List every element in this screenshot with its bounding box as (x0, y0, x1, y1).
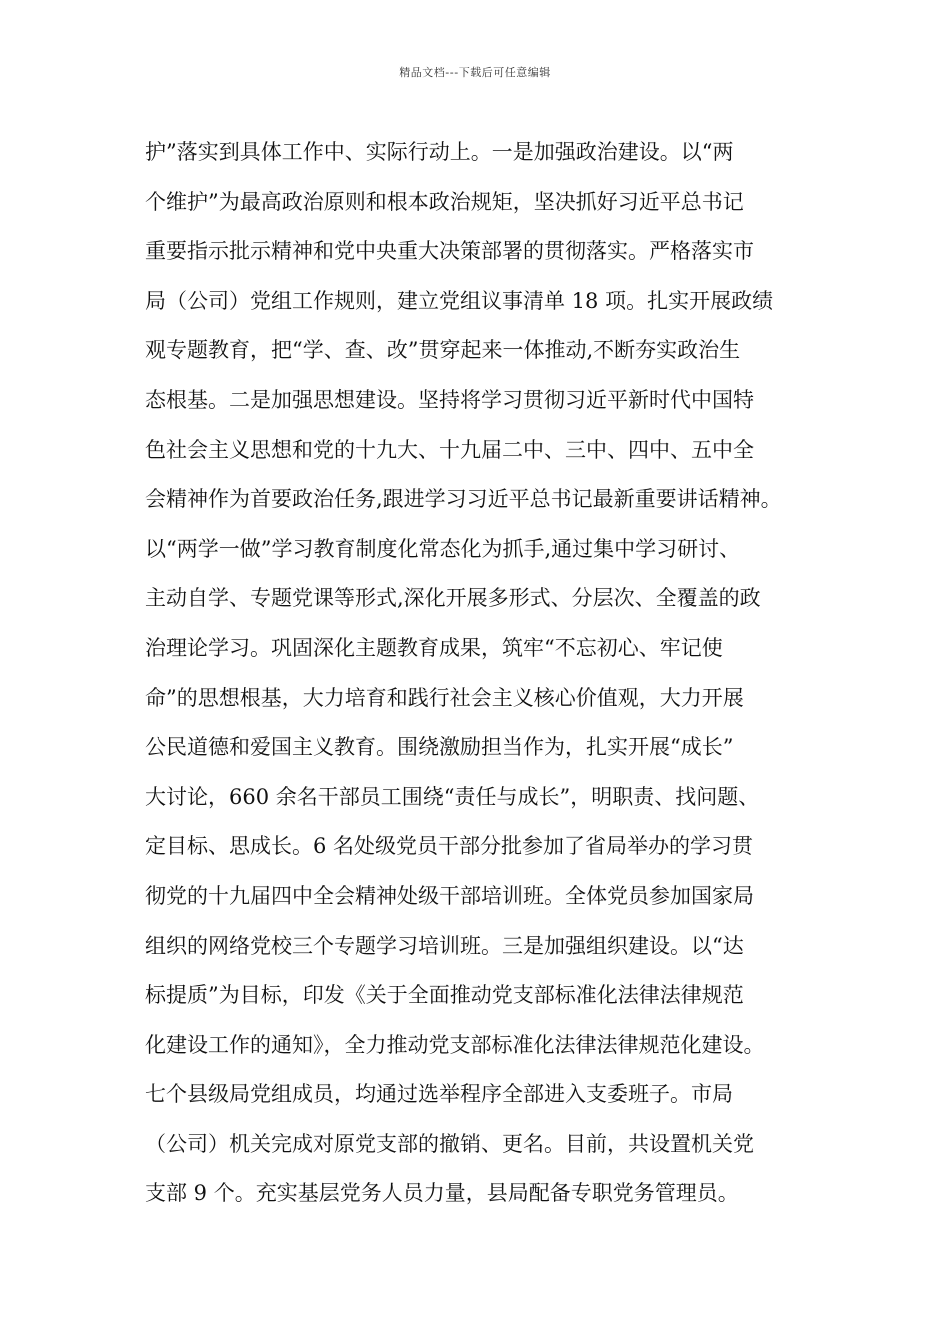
text-line: 会精神作为首要政治任务,跟进学习习近平总书记最新重要讲话精神。 (145, 487, 782, 512)
text-line: 定目标、思成长。6 名处级党员干部分批参加了省局举办的学习贯 (145, 834, 754, 859)
text-line: 局（公司）党组工作规则，建立党组议事清单 18 项。扎实开展政绩 (145, 288, 774, 313)
text-line: 护”落实到具体工作中、实际行动上。一是加强政治建设。以“两 (145, 140, 734, 164)
text-line: 重要指示批示精神和党中央重大决策部署的贯彻落实。严格落实市 (145, 239, 754, 264)
text-line: 支部 9 个。充实基层党务人员力量，县局配备专职党务管理员。 (145, 1181, 739, 1206)
text-line: 以“两学一做”学习教育制度化常态化为抓手,通过集中学习研讨、 (145, 536, 741, 561)
text-line: 彻党的十九届四中全会精神处级干部培训班。全体党员参加国家局 (145, 883, 754, 908)
text-line: 命”的思想根基，大力培育和践行社会主义核心价值观，大力开展 (145, 685, 744, 710)
text-line: 个维护”为最高政治原则和根本政治规矩，坚决抓好习近平总书记 (145, 189, 744, 214)
page-header: 精品文档---下载后可任意编辑 (399, 66, 551, 79)
text-line: 治理论学习。巩固深化主题教育成果，筑牢“不忘初心、牢记使 (145, 635, 723, 660)
text-line: 七个县级局党组成员，均通过选举程序全部进入支委班子。市局 (145, 1082, 733, 1107)
text-line: 组织的网络党校三个专题学习培训班。三是加强组织建设。以“达 (145, 933, 744, 958)
text-line: （公司）机关完成对原党支部的撤销、更名。目前，共设置机关党 (145, 1131, 754, 1156)
text-line: 观专题教育，把“学、查、改”贯穿起来一体推动,不断夯实政治生 (145, 338, 741, 363)
text-line: 主动自学、专题党课等形式,深化开展多形式、分层次、全覆盖的政 (145, 586, 761, 611)
text-line: 大讨论，660 余名干部员工围绕“责任与成长”，明职责、找问题、 (145, 784, 760, 809)
text-line: 标提质”为目标，印发《关于全面推动党支部标准化法律法律规范 (145, 983, 744, 1008)
text-line: 化建设工作的通知》，全力推动党支部标准化法律法律规范化建设。 (145, 1032, 765, 1057)
text-line: 色社会主义思想和党的十九大、十九届二中、三中、四中、五中全 (145, 437, 754, 462)
text-line: 公民道德和爱国主义教育。围绕激励担当作为，扎实开展“成长” (145, 735, 734, 760)
body-paragraph (145, 128, 825, 1219)
text-line: 态根基。二是加强思想建设。坚持将学习贯彻习近平新时代中国特 (145, 387, 754, 412)
